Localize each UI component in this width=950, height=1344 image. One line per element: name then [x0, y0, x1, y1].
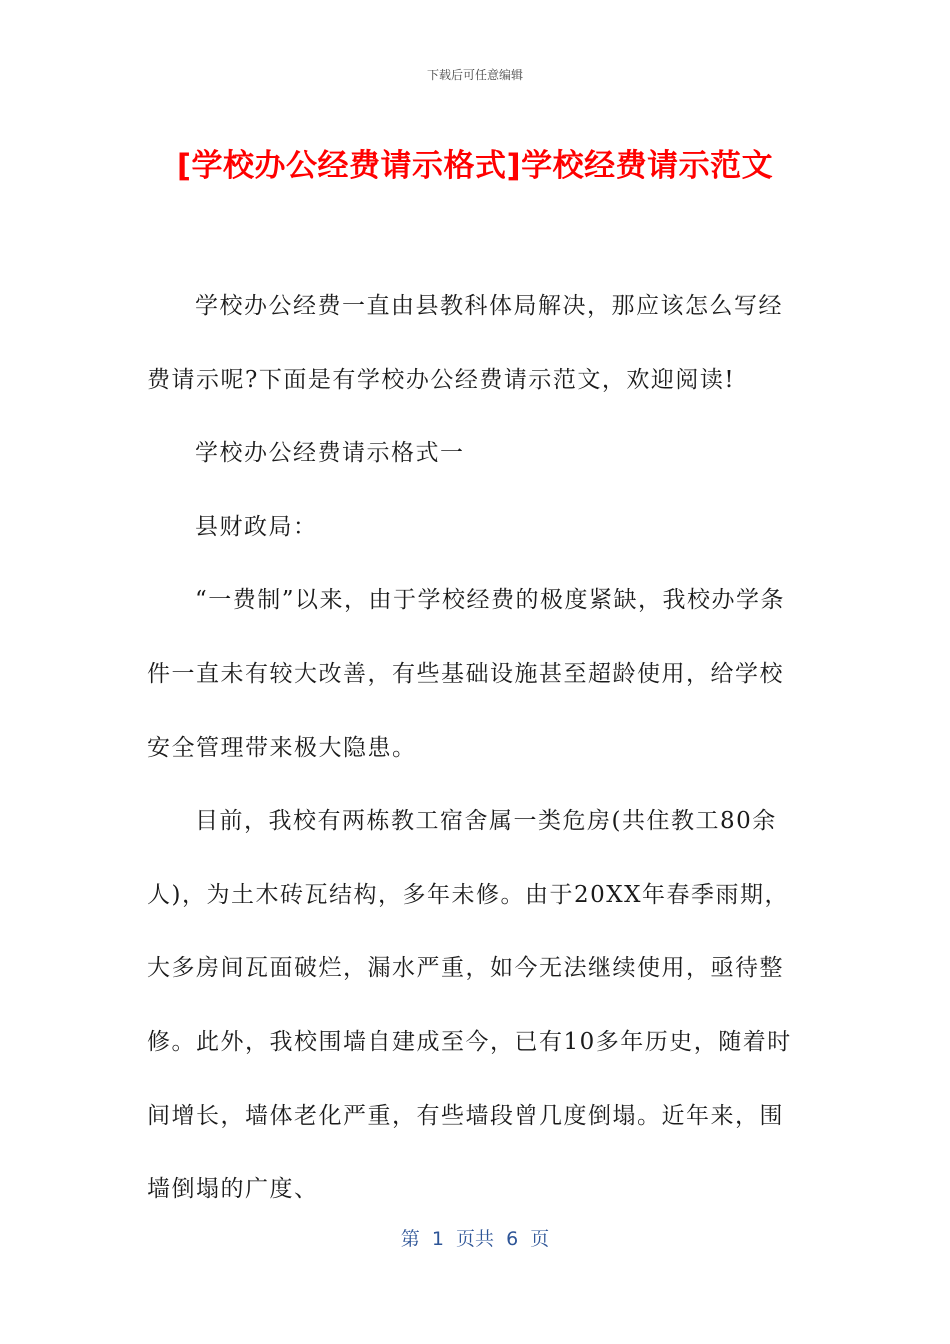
document-title: [学校办公经费请示格式]学校经费请示范文 [176, 148, 774, 184]
paragraph-current-situation: 目前，我校有两栋教工宿舍属一类危房(共住教工80余人)，为土木砖瓦结构，多年未修。由于20XX年春季雨期，大多房间瓦面破烂，漏水严重，如今无法继续使用，亟待整修。此外，我校围墙自建成至今，已有10多年历史，随着时间增长，墙体老化严重，有些墙段曾几度倒塌。近年来，围墙倒塌的广度、 [147, 808, 792, 1203]
paragraph-background: “一费制”以来，由于学校经费的极度紧缺，我校办学条件一直未有较大改善，有些基础设施甚至超龄使用，给学校安全管理带来极大隐患。 [147, 587, 786, 761]
paragraph-intro: 学校办公经费一直由县教科体局解决，那应该怎么写经费请示呢?下面是有学校办公经费请示范文，欢迎阅读! [147, 293, 783, 393]
header-note: 下载后可任意编辑 [426, 68, 523, 82]
document-body [147, 270, 803, 1227]
paragraph-addressee: 县财政局： [195, 513, 318, 540]
paragraph-heading-format-one: 学校办公经费请示格式一 [195, 440, 465, 467]
page-number-footer: 第 1 页共 6 页 [400, 1228, 550, 1250]
